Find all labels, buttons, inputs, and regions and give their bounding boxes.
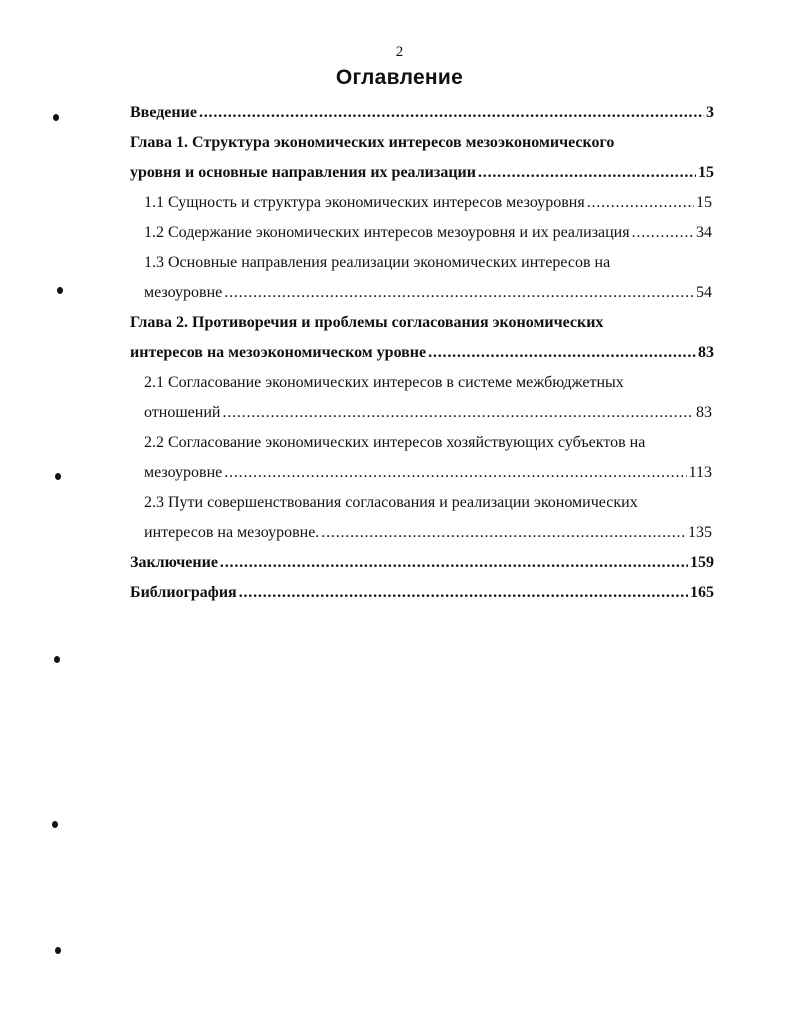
margin-bullet-icon (55, 947, 61, 954)
toc-entry-page: 34 (696, 224, 712, 241)
toc-entry-label: уровня и основные направления их реализации (130, 164, 476, 181)
toc-leader-dots (632, 224, 694, 242)
toc-entry-chapter-2[interactable] (130, 344, 714, 368)
toc-entry-section-2-3[interactable] (144, 524, 712, 548)
toc-leader-dots (224, 464, 686, 482)
toc-entry-page: 165 (690, 584, 714, 601)
margin-bullet-icon (53, 114, 59, 121)
toc-entry-section-1-1[interactable] (144, 194, 712, 218)
toc-section-2-3-line1[interactable]: 2.3 Пути совершенствования согласования и реализации экономических (144, 494, 638, 511)
toc-entry-bibliography[interactable] (130, 584, 714, 608)
toc-entry-label: Введение (130, 104, 197, 121)
page-number: 2 (395, 44, 404, 60)
toc-leader-dots (587, 194, 694, 212)
toc-entry-chapter-1[interactable] (130, 164, 714, 188)
toc-section-1-3-line1[interactable]: 1.3 Основные направления реализации экономических интересов на (144, 254, 611, 271)
page-title: Оглавление (335, 66, 464, 89)
toc-entry-label: 1.2 Содержание экономических интересов мезоуровня и их реализация (144, 224, 630, 241)
toc-entry-page: 54 (696, 284, 712, 301)
toc-leader-dots (199, 104, 704, 122)
toc-leader-dots (428, 344, 696, 362)
toc-entry-label: 1.1 Сущность и структура экономических интересов мезоуровня (144, 194, 585, 211)
toc-section-2-1-line1[interactable]: 2.1 Согласование экономических интересов в системе межбюджетных (144, 374, 624, 391)
margin-bullet-icon (57, 287, 63, 294)
toc-entry-label: интересов на мезоуровне. (144, 524, 320, 541)
toc-entry-label: интересов на мезоэкономическом уровне (130, 344, 427, 361)
toc-leader-dots (222, 404, 694, 422)
margin-bullet-icon (55, 473, 61, 480)
toc-entry-section-1-2[interactable] (144, 224, 712, 248)
toc-entry-page: 159 (690, 554, 714, 571)
toc-entry-section-2-1[interactable] (144, 404, 712, 428)
toc-entry-page: 15 (698, 164, 714, 181)
toc-entry-section-1-3[interactable] (144, 284, 712, 308)
toc-entry-conclusion[interactable] (130, 554, 714, 578)
toc-entry-page: 83 (698, 344, 714, 361)
toc-entry-section-2-2[interactable] (144, 464, 712, 488)
toc-entry-label: мезоуровне (144, 284, 223, 301)
toc-leader-dots (478, 164, 696, 182)
toc-entry-label: мезоуровне (144, 464, 223, 481)
toc-entry-intro[interactable] (130, 104, 714, 128)
toc-chapter-2-line1[interactable]: Глава 2. Противоречия и проблемы согласования экономических (130, 314, 604, 331)
toc-entry-page: 83 (696, 404, 712, 421)
toc-entry-label: отношений (144, 404, 221, 421)
toc-leader-dots (239, 584, 688, 602)
margin-bullet-icon (52, 821, 58, 828)
toc-entry-label: Библиография (130, 584, 237, 601)
toc-section-2-2-line1[interactable]: 2.2 Согласование экономических интересов хозяйствующих субъектов на (144, 434, 646, 451)
toc-entry-page: 15 (696, 194, 712, 211)
toc-leader-dots (321, 524, 686, 542)
margin-bullet-icon (54, 656, 60, 663)
toc-leader-dots (224, 284, 694, 302)
toc-chapter-1-line1[interactable]: Глава 1. Структура экономических интересов мезоэкономического (130, 134, 615, 151)
toc-entry-label: Заключение (130, 554, 218, 571)
toc-entry-page: 3 (706, 104, 714, 121)
toc-leader-dots (220, 554, 688, 572)
toc-entry-page: 113 (688, 464, 712, 481)
toc-entry-page: 135 (688, 524, 712, 541)
